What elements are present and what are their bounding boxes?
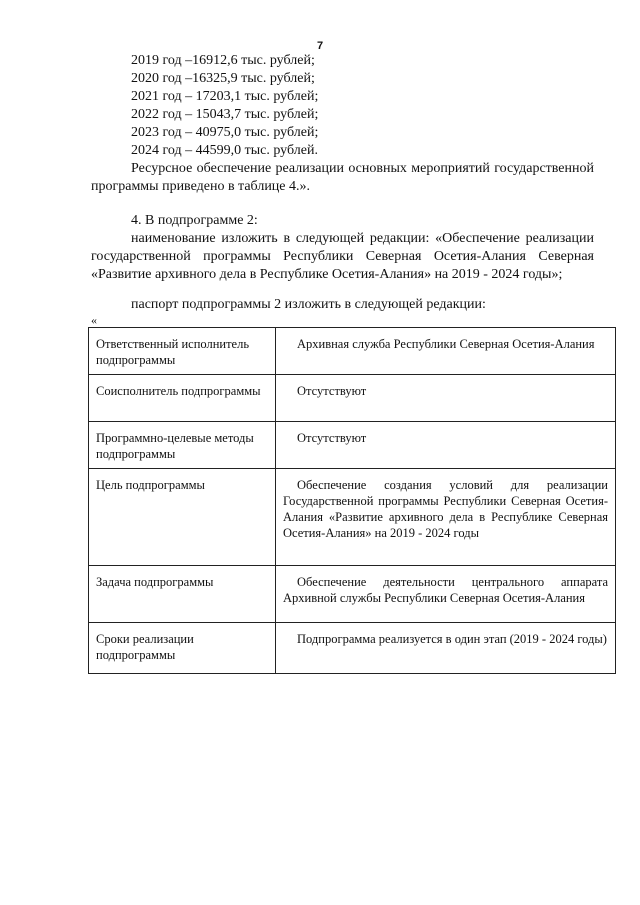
funding-line-2024: 2024 год – 44599,0 тыс. рублей. [131, 143, 318, 158]
row-label: Программно-целевые методы подпрограммы [89, 422, 276, 469]
row-value: Подпрограмма реализуется в один этап (2019 - 2024 годы) [276, 623, 616, 674]
row-label: Цель подпрограммы [89, 469, 276, 566]
row-label: Соисполнитель подпрограммы [89, 375, 276, 422]
page-number: 7 [316, 40, 324, 52]
open-quote: « [91, 313, 97, 327]
table-row [89, 422, 616, 469]
table-row [89, 375, 616, 422]
table-row [89, 623, 616, 674]
item-heading: 4. В подпрограмме 2: [131, 213, 258, 228]
row-label: Задача подпрограммы [89, 566, 276, 623]
funding-line-2019: 2019 год –16912,6 тыс. рублей; [131, 53, 315, 68]
row-value: Обеспечение деятельности центрального аппарата Архивной службы Республики Северная Осетия-Алания [276, 566, 616, 623]
passport-table [88, 327, 616, 674]
row-value: Отсутствуют [276, 422, 616, 469]
resource-paragraph: Ресурсное обеспечение реализации основных мероприятий государственной программы приведено в таблице 4.». [91, 161, 594, 194]
row-value: Обеспечение создания условий для реализации Государственной программы Республики Северная Осетия-Алания «Развитие архивного дела в Республике Северная Осетия-Алания» на 2019 - 2024 годы [276, 469, 616, 566]
funding-line-2023: 2023 год – 40975,0 тыс. рублей; [131, 125, 319, 140]
row-value: Архивная служба Республики Северная Осетия-Алания [276, 328, 616, 375]
funding-line-2021: 2021 год – 17203,1 тыс. рублей; [131, 89, 319, 104]
passport-paragraph: паспорт подпрограммы 2 изложить в следующей редакции: [131, 297, 486, 312]
row-label: Ответственный исполнитель подпрограммы [89, 328, 276, 375]
row-label: Сроки реализации подпрограммы [89, 623, 276, 674]
funding-line-2020: 2020 год –16325,9 тыс. рублей; [131, 71, 315, 86]
table-row [89, 566, 616, 623]
row-value: Отсутствуют [276, 375, 616, 422]
table-row [89, 469, 616, 566]
table-row [89, 328, 616, 375]
funding-list [131, 52, 318, 160]
funding-line-2022: 2022 год – 15043,7 тыс. рублей; [131, 107, 319, 122]
name-paragraph: наименование изложить в следующей редакции: «Обеспечение реализации государственной программы Республики Северная Осетия-Алания Северная «Развитие архивного дела в Республике Осетия-Алания» на 2019 - 2024 годы»; [91, 231, 594, 282]
